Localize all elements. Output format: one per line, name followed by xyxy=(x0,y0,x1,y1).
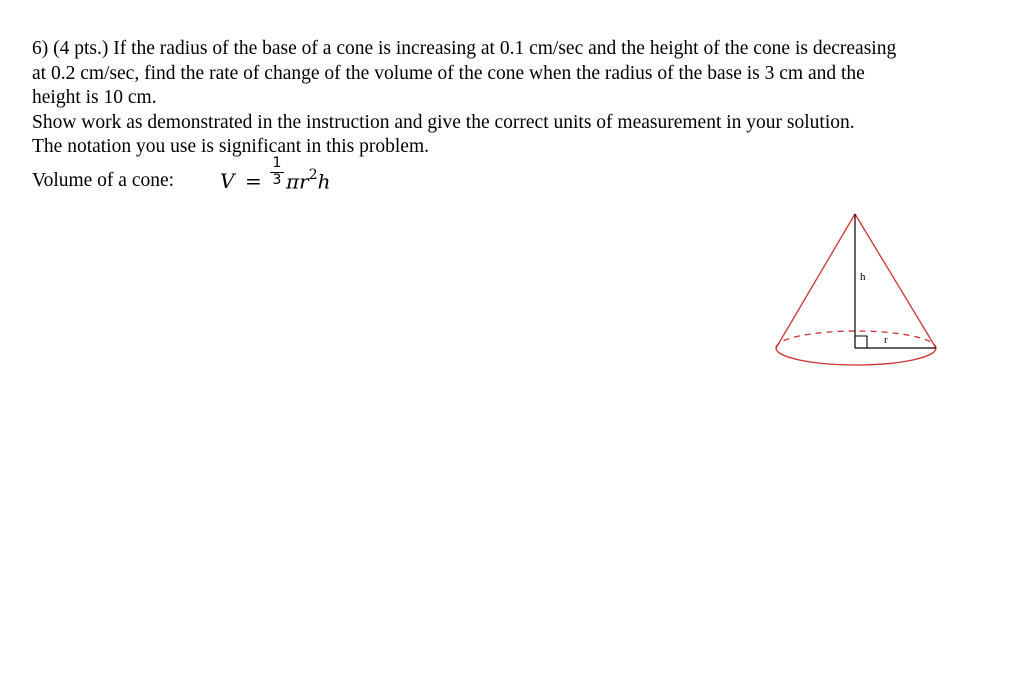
problem-line-1: 6) (4 pts.) If the radius of the base of a cone is increasing at 0.1 cm/sec and the height of the cone is decreasing xyxy=(32,38,897,59)
formula-lhs: V xyxy=(220,169,235,193)
height-label: h xyxy=(860,271,866,283)
cone-diagram xyxy=(770,208,942,376)
problem-line-3: height is 10 cm. xyxy=(32,87,157,108)
formula-fraction xyxy=(270,156,284,188)
cone-base-back xyxy=(776,331,936,348)
fraction-numerator: 1 xyxy=(270,156,284,173)
right-angle-marker xyxy=(855,336,867,348)
formula-rhs xyxy=(286,169,331,194)
cone-base-front xyxy=(776,348,936,365)
fraction-denominator: 3 xyxy=(272,172,282,188)
problem-line-5: The notation you use is significant in this problem. xyxy=(32,136,429,157)
formula-h: h xyxy=(317,169,331,194)
cone-left-side xyxy=(776,214,855,348)
problem-statement xyxy=(32,37,992,160)
volume-formula-row xyxy=(32,155,432,206)
problem-line-4: Show work as demonstrated in the instruction and give the correct units of measurement in your solution. xyxy=(32,111,855,133)
radius-label: r xyxy=(884,334,888,346)
problem-line-2: at 0.2 cm/sec, find the rate of change of the volume of the cone when the radius of the base is 3 cm and the xyxy=(32,62,865,84)
formula-label: Volume of a cone: xyxy=(32,170,175,191)
formula-exponent: 2 xyxy=(308,167,318,183)
cone-right-side xyxy=(855,214,936,348)
formula-equals: = xyxy=(245,169,262,193)
formula-pi-r: πr xyxy=(286,169,309,194)
